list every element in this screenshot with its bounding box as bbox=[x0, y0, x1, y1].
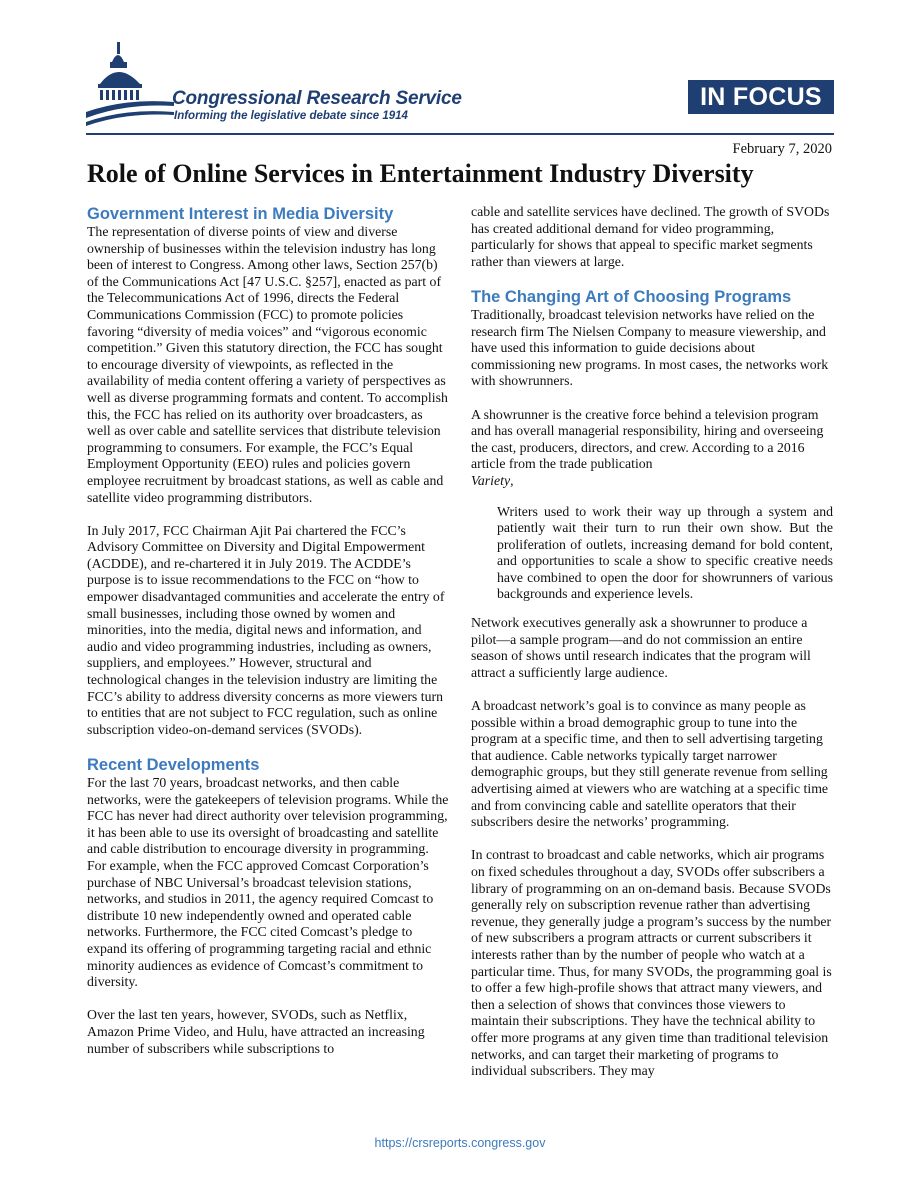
paragraph bbox=[471, 407, 833, 490]
punctuation: , bbox=[510, 472, 514, 488]
paragraph-text: A showrunner is the creative force behind a television program and has overall managerial responsibility, hiring and overseeing the cast, producers, directors, and crew. According to a 2016 article from the trade publication bbox=[471, 406, 824, 472]
org-name: Congressional Research Service bbox=[172, 88, 462, 109]
block-quote: Writers used to work their way up through a system and patiently wait their turn to run their own show. But the proliferation of outlets, increasing demand for bold content, and opportunities to scale a show to specific creative needs have combined to open the door for showrunners of various backgrounds and experience levels. bbox=[497, 503, 833, 602]
capitol-dome-icon bbox=[86, 40, 176, 130]
section-heading-government-interest: Government Interest in Media Diversity bbox=[87, 205, 394, 223]
paragraph: Traditionally, broadcast television networks have relied on the research firm The Nielsen Company to measure viewership, and have used this information to guide decisions about commissioning new programs. In most cases, the networks work with showrunners. bbox=[471, 306, 829, 389]
report-header bbox=[0, 0, 920, 140]
page-title: Role of Online Services in Entertainment Industry Diversity bbox=[87, 159, 754, 188]
section-heading-changing-art: The Changing Art of Choosing Programs bbox=[471, 287, 792, 306]
section-heading-recent-developments: Recent Developments bbox=[87, 756, 260, 774]
publication-name: Variety bbox=[471, 472, 511, 488]
publication-date: February 7, 2020 bbox=[732, 141, 832, 157]
org-tagline: Informing the legislative debate since 1914 bbox=[174, 110, 408, 122]
paragraph: Network executives generally ask a showrunner to produce a pilot—a sample program—and do not commission an entire season of shows until research indicates that the program will attract a sufficiently large audience. bbox=[471, 615, 811, 680]
header-rule bbox=[86, 133, 834, 135]
paragraph: A broadcast network’s goal is to convince as many people as possible within a broad demographic group to tune into the program at a specific time, and then to sell advertising targeting that audience. Cable networks typically target narrower demographic groups, but they still generate revenue from selling advertising aimed at viewers who are watching at a specific time and from convincing cable and satellite operators that their subscribers desire the networks’ programming. bbox=[471, 698, 829, 830]
paragraph: Over the last ten years, however, SVODs, such as Netflix, Amazon Prime Video, and Hulu, have attracted an increasing number of subscribers while subscriptions to bbox=[87, 1007, 425, 1056]
paragraph: In contrast to broadcast and cable networks, which air programs on fixed schedules throughout a day, SVODs offer subscribers a library of programming on an on-demand basis. Because SVODs generally rely on subscription revenue rather than advertising revenue, they generally judge a program’s success by the number of new subscribers a program attracts or current subscribers it interests rather than by the number of people who watch at a particular time. Thus, for many SVODs, the programming goal is to offer a few high-profile shows that attract many viewers, and then a selection of shows that convinces those viewers to maintain their subscriptions. They have the technical ability to offer more programs at any given time than traditional television networks, and can target their marketing of programs to individual subscribers. They may bbox=[471, 847, 832, 1079]
paragraph: cable and satellite services have declined. The growth of SVODs has created additional demand for video programming, particularly for shows that appeal to specific market segments rather than viewers at large. bbox=[471, 204, 830, 269]
paragraph: The representation of diverse points of view and diverse ownership of businesses within the television industry has long been of interest to Congress. Among other laws, Section 257(b) of the Communications Act [47 U.S.C. §257], enacted as part of the Telecommunications Act of 1996, directs the Federal Communications Commission (FCC) to promote policies favoring “diversity of media voices” and “vigorous economic competition.” Given this statutory direction, the FCC has sought to encourage diversity of viewpoints, as reflected in the availability of media content offering a variety of perspectives as well as diverse programming formats and content. To accomplish this, the FCC has relied on its authority over broadcasters, as well as over cable and satellite services that distribute television programming to consumers. For example, the FCC’s Equal Employment Opportunity (EEO) rules and policies govern employee recruitment by broadcast stations, as well as cable and satellite video programming distributors. bbox=[87, 224, 448, 505]
paragraph: In July 2017, FCC Chairman Ajit Pai chartered the FCC’s Advisory Committee on Diversity and Digital Empowerment (ACDDE), and re-chartered it in July 2019. The ACDDE’s purpose is to issue recommendations to the FCC on “how to empower disadvantaged communities and accelerate the entry of small businesses, including those owned by women and minorities, into the media, digital news and information, and audio and video programming industries, including as owners, suppliers, and employees.” However, structural and technological changes in the television industry are limiting the FCC’s ability to address diversity concerns as more viewers turn to entities that are not subject to FCC regulation, such as online subscription video-on-demand services (SVODs). bbox=[87, 522, 445, 737]
paragraph: For the last 70 years, broadcast networks, and then cable networks, were the gatekeepers of television programs. While the FCC has never had direct authority over television programming, it has been able to use its oversight of broadcasting and satellite and cable distribution to encourage diversity in programming. For example, when the FCC approved Comcast Corporation’s purchase of NBC Universal’s broadcast television stations, networks, and studios in 2011, the agency required Comcast to distribute 10 new independently owned and operated cable networks. Furthermore, the FCC cited Comcast’s pledge to expand its offering of programming targeting racial and ethnic minority audiences as evidence of Comcast’s commitment to diversity. bbox=[87, 775, 449, 990]
right-column bbox=[471, 204, 833, 1080]
in-focus-badge: IN FOCUS bbox=[688, 80, 834, 114]
left-column bbox=[87, 204, 449, 1057]
footer-url[interactable]: https://crsreports.congress.gov bbox=[374, 1136, 546, 1150]
